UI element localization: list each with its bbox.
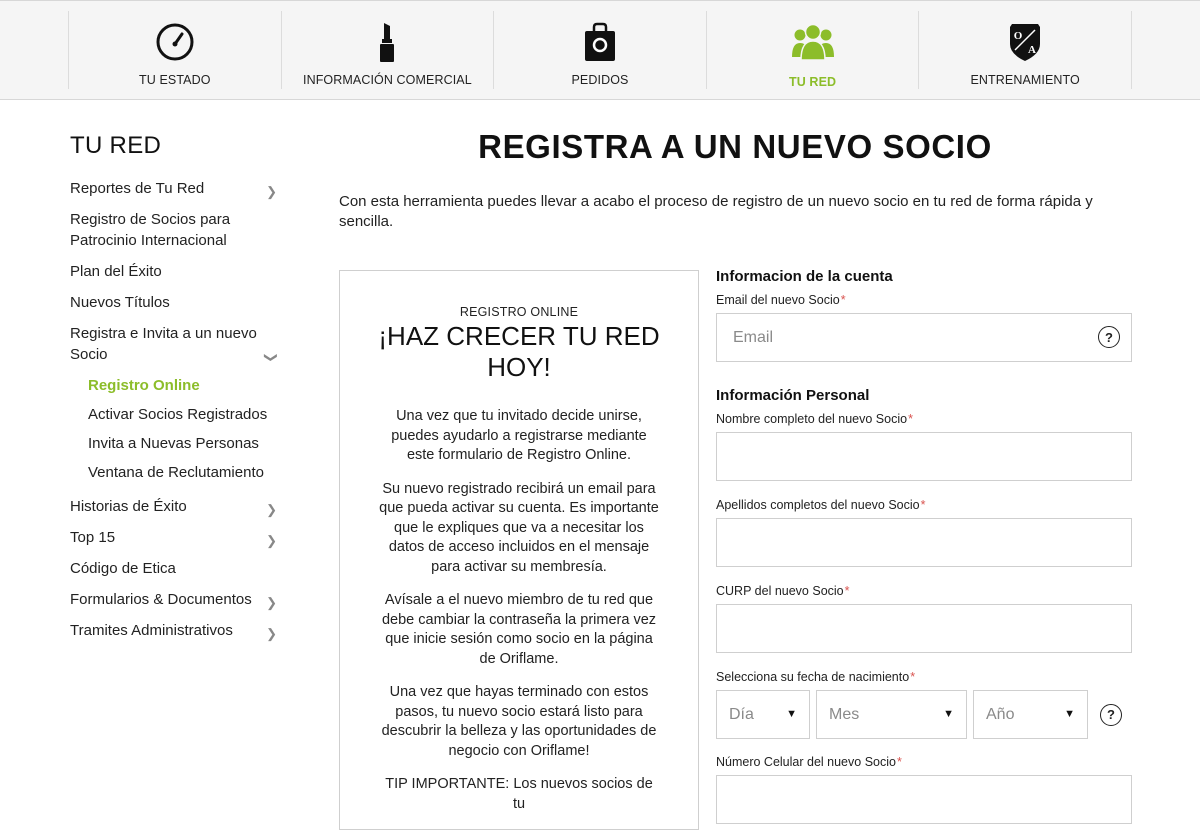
sidebar-item-label: Reportes de Tu Red (70, 180, 205, 197)
lastname-label-text: Apellidos completos del nuevo Socio (716, 498, 920, 512)
name-label (716, 412, 1132, 426)
curp-label-text: CURP del nuevo Socio (716, 584, 844, 598)
chevron-right-icon: ❯ (266, 626, 277, 641)
sidebar-item-reportes[interactable] (70, 178, 285, 199)
lipstick-icon (377, 21, 397, 63)
email-field-wrapper (716, 313, 1132, 362)
required-mark: * (844, 584, 850, 598)
caret-down-icon: ▼ (786, 708, 797, 720)
registration-form (716, 268, 1132, 824)
curp-field-wrapper (716, 604, 1132, 653)
info-headline: ¡HAZ CRECER TU RED HOY! (378, 321, 660, 382)
sidebar-item-label: Registra e Invita a un nuevo Socio (70, 325, 257, 363)
phone-field-wrapper (716, 775, 1132, 824)
nav-item-entrenamiento[interactable] (918, 11, 1132, 89)
help-icon[interactable]: ? (1100, 704, 1122, 726)
academy-shield-icon (1007, 21, 1043, 63)
sidebar-item-label: Tramites Administrativos (70, 622, 233, 639)
sidebar-item-label: Historias de Éxito (70, 498, 187, 515)
nav-item-label: PEDIDOS (571, 73, 629, 87)
nav-item-label: INFORMACIÓN COMERCIAL (303, 73, 472, 87)
lastname-label (716, 498, 1132, 512)
sidebar-item-registra-invita[interactable] (70, 323, 285, 365)
email-field[interactable] (717, 314, 1131, 361)
year-select[interactable] (973, 690, 1088, 739)
sidebar-item-label: Plan del Éxito (70, 263, 162, 280)
sidebar (70, 132, 285, 641)
shopping-bag-icon (583, 21, 617, 63)
dob-label (716, 670, 1132, 684)
sidebar-item-formularios[interactable] (70, 589, 285, 610)
full-name-field[interactable] (717, 433, 1131, 480)
sidebar-item-label: Top 15 (70, 529, 116, 546)
required-mark: * (910, 670, 916, 684)
sidebar-item-codigo-etica[interactable] (70, 558, 285, 579)
required-mark: * (840, 293, 846, 307)
caret-down-icon: ▼ (943, 708, 954, 720)
sidebar-item-label: Formularios & Documentos (70, 591, 252, 608)
caret-down-icon: ▼ (1064, 708, 1075, 720)
required-mark: * (908, 412, 913, 426)
page-title: REGISTRA A UN NUEVO SOCIO (478, 128, 992, 165)
mobile-phone-field[interactable] (717, 776, 1131, 823)
sidebar-subitem-registro-online[interactable]: Registro Online (88, 377, 200, 394)
sidebar-item-top-15[interactable] (70, 527, 285, 548)
info-paragraph: Avísale a el nuevo miembro de tu red que debe cambiar la contraseña la primera vez que inicie sesión como socio en la página de Oriflame. (381, 592, 657, 667)
page-intro: Con esta herramienta puedes llevar a acabo el proceso de registro de un nuevo socio en tu red de forma rápida y sencilla. (339, 193, 1093, 230)
nav-item-label: TU ESTADO (139, 73, 211, 87)
info-paragraph: Su nuevo registrado recibirá un email para que pueda activar su cuenta. Es importante que le expliques que va a necesitar los datos de acceso incluidos en el mensaje para activar su membresía. (379, 480, 659, 575)
sidebar-subitem-invita-personas[interactable]: Invita a Nuevas Personas (88, 435, 259, 452)
nav-item-tu-red[interactable] (706, 11, 919, 89)
required-mark: * (896, 755, 902, 769)
personal-section-title: Información Personal (716, 387, 870, 404)
shield-letter-o: O (1013, 30, 1023, 42)
people-icon (791, 21, 835, 62)
top-navigation (0, 0, 1200, 100)
name-label-text: Nombre completo del nuevo Socio (716, 412, 908, 426)
sidebar-title: TU RED (70, 132, 162, 159)
lastname-field-wrapper (716, 518, 1132, 567)
day-select-value: Día (729, 705, 754, 723)
phone-label-text: Número Celular del nuevo Socio (716, 755, 896, 769)
dob-label-text: Selecciona su fecha de nacimiento (716, 670, 910, 684)
month-select-value: Mes (829, 705, 860, 723)
sidebar-item-label: Nuevos Títulos (70, 294, 170, 311)
chevron-right-icon: ❯ (266, 502, 277, 517)
info-paragraph: Una vez que hayas terminado con estos pasos, tu nuevo socio estará listo para descubrir la belleza y las oportunidades de negocio con Oriflame! (381, 684, 657, 759)
sidebar-item-tramites[interactable] (70, 620, 285, 641)
email-label (716, 293, 1132, 307)
help-icon[interactable]: ? (1098, 326, 1120, 348)
phone-label (716, 755, 1132, 769)
year-select-value: Año (986, 705, 1015, 723)
nav-item-label: TU RED (789, 75, 837, 89)
chevron-right-icon: ❯ (266, 184, 277, 199)
sidebar-item-plan-exito[interactable] (70, 261, 285, 282)
email-label-text: Email del nuevo Socio (716, 293, 840, 307)
info-kicker: REGISTRO ONLINE (459, 305, 579, 319)
day-select[interactable] (716, 690, 810, 739)
nav-item-tu-estado[interactable] (68, 11, 281, 89)
info-panel (339, 270, 699, 830)
sidebar-item-nuevos-titulos[interactable] (70, 292, 285, 313)
sidebar-item-registro-patrocinio[interactable] (70, 209, 285, 251)
top-navigation-items (68, 11, 1132, 89)
chevron-right-icon: ❯ (266, 595, 277, 610)
last-names-field[interactable] (717, 519, 1131, 566)
dob-selects (716, 690, 1132, 739)
chevron-down-icon: ❯ (264, 352, 280, 363)
info-paragraph: TIP IMPORTANTE: Los nuevos socios de tu (385, 776, 653, 812)
sidebar-item-label: Registro de Socios para Patrocinio Internacional (70, 211, 231, 249)
account-section-title: Informacion de la cuenta (716, 268, 893, 285)
sidebar-subitem-activar-socios[interactable]: Activar Socios Registrados (88, 406, 268, 423)
shield-letter-a: A (1028, 44, 1037, 56)
curp-label (716, 584, 1132, 598)
name-field-wrapper (716, 432, 1132, 481)
chevron-right-icon: ❯ (266, 533, 277, 548)
gauge-icon (155, 21, 195, 63)
nav-item-informacion-comercial[interactable] (281, 11, 494, 89)
info-paragraph: Una vez que tu invitado decide unirse, puedes ayudarlo a registrarse mediante este formulario de Registro Online. (391, 408, 647, 463)
month-select[interactable] (816, 690, 967, 739)
nav-item-label: ENTRENAMIENTO (970, 73, 1080, 87)
required-mark: * (920, 498, 926, 512)
curp-field[interactable] (717, 605, 1131, 652)
sidebar-item-label: Código de Etica (70, 560, 176, 577)
sidebar-item-historias-exito[interactable] (70, 496, 285, 517)
sidebar-subitem-ventana-reclutamiento[interactable]: Ventana de Reclutamiento (88, 464, 264, 481)
nav-item-pedidos[interactable] (493, 11, 706, 89)
